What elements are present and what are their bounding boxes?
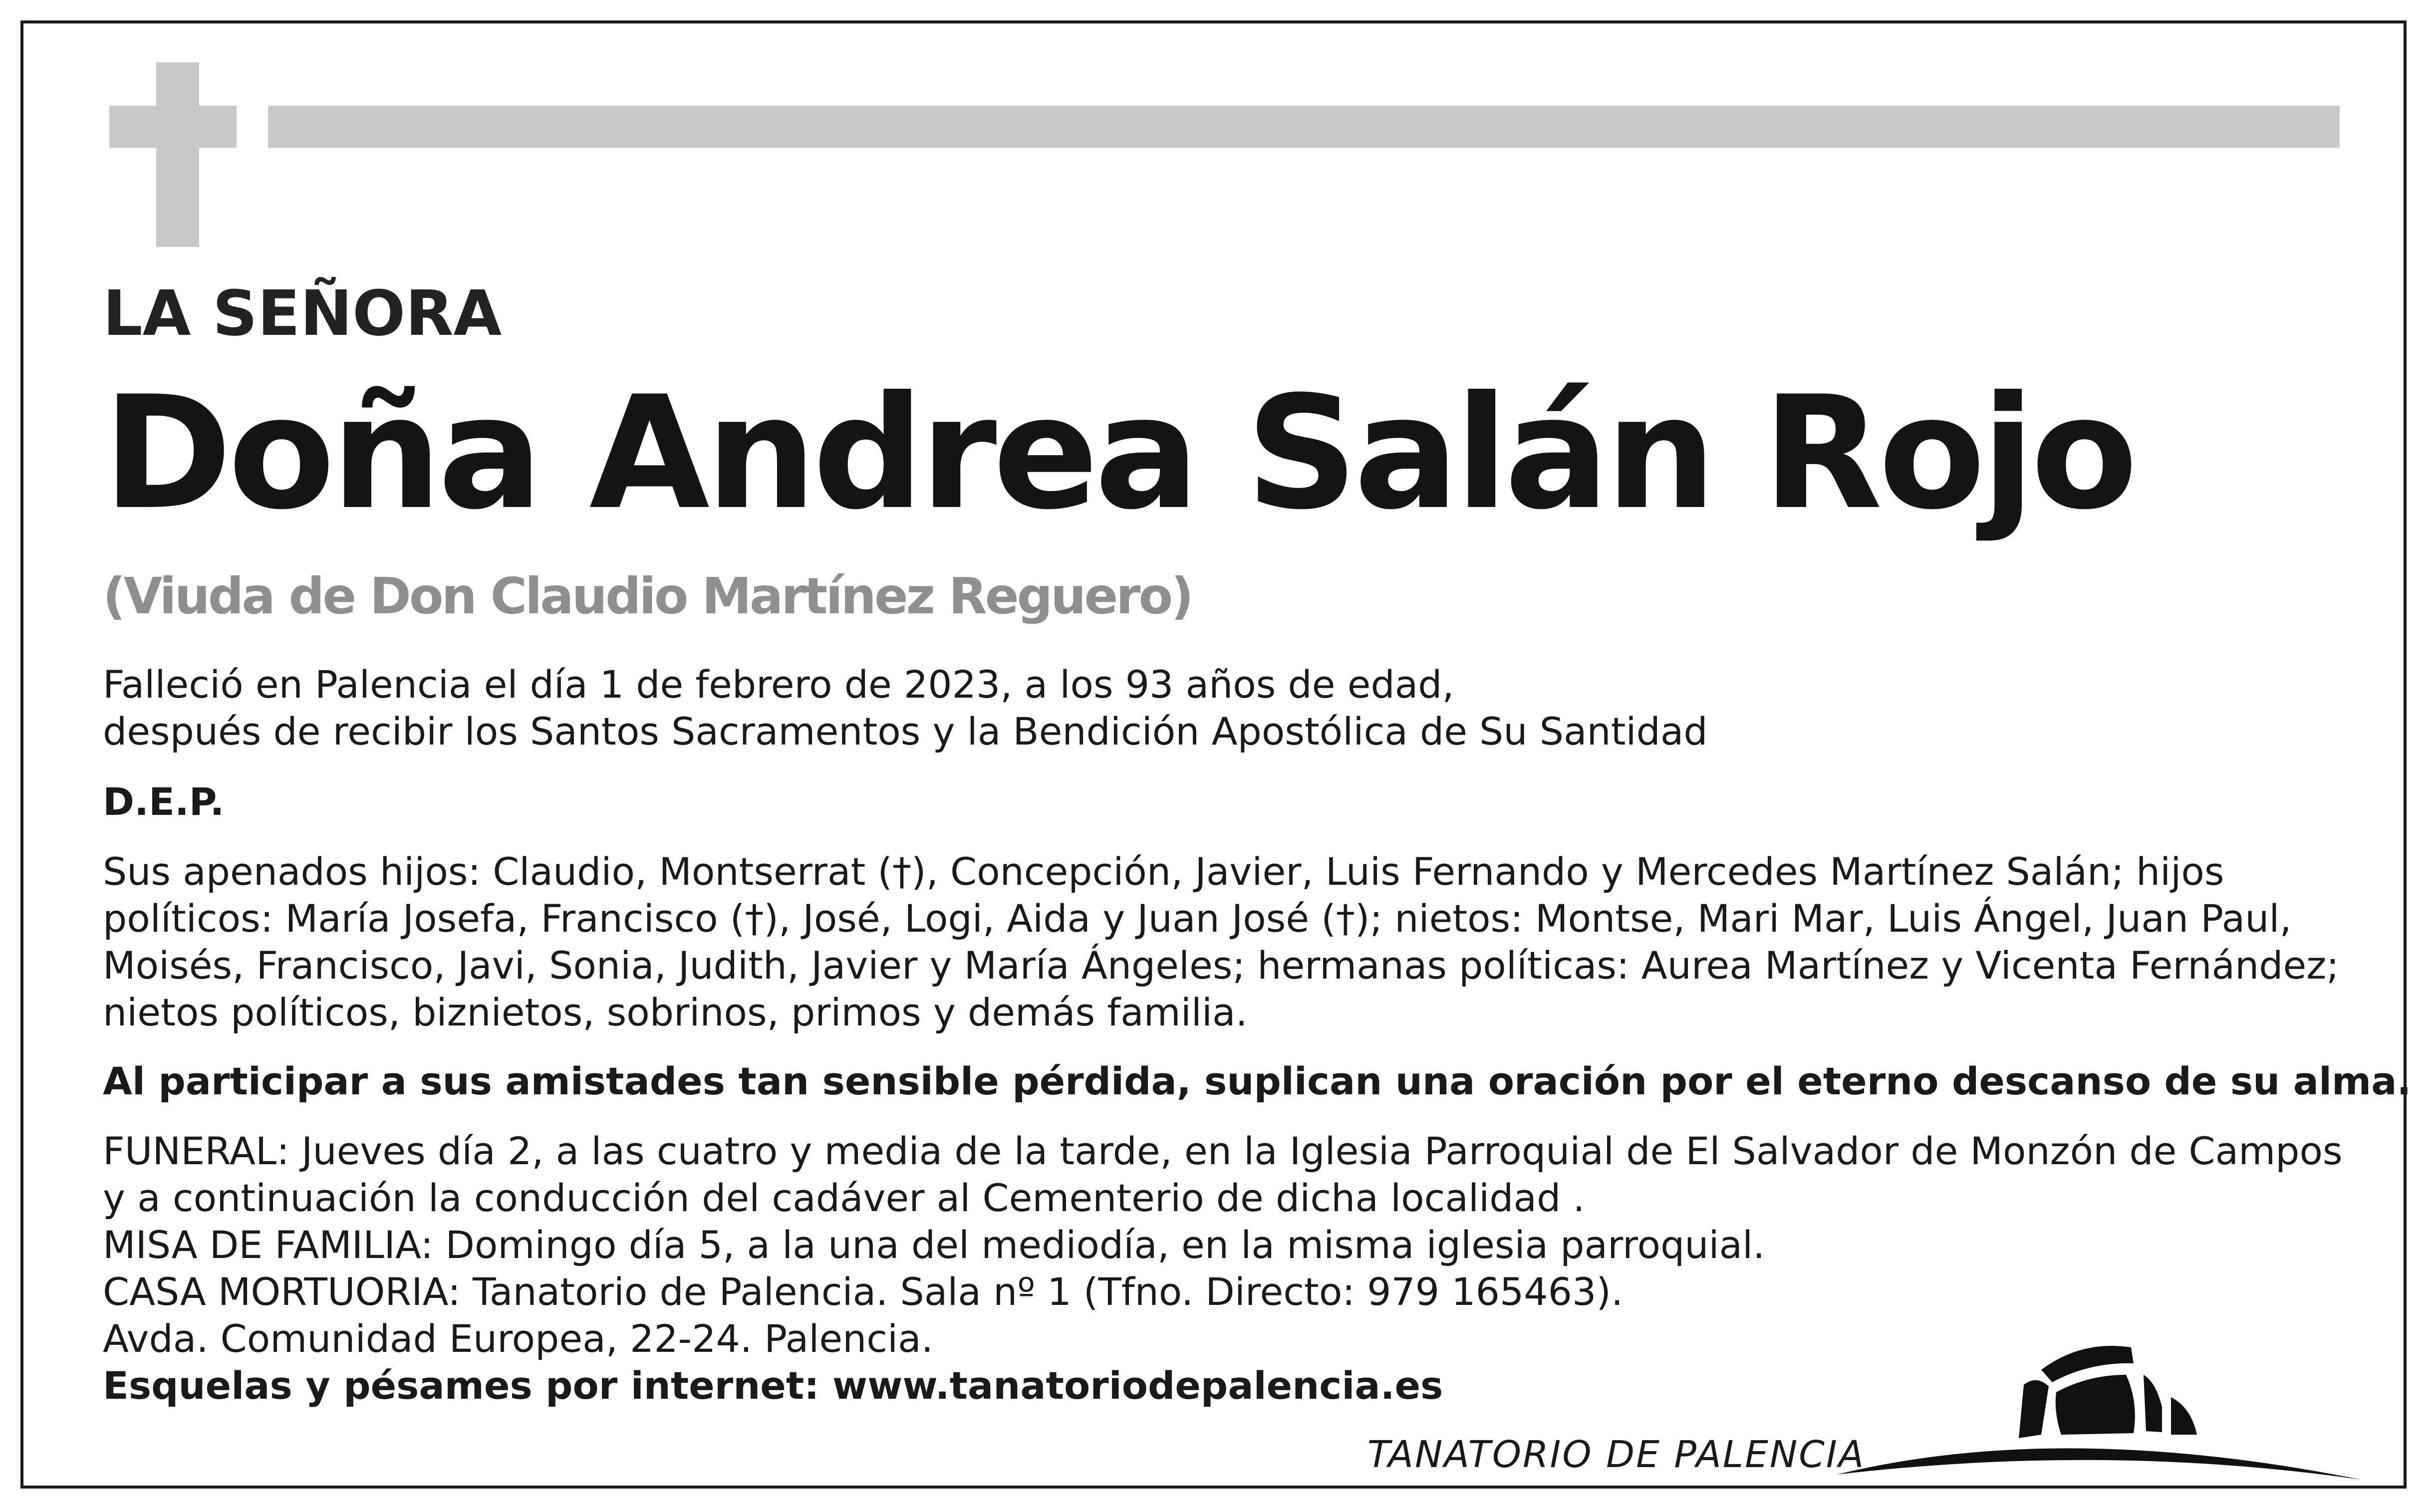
- family-line: Sus apenados hijos: Claudio, Montserrat (†), Concepción, Javier, Luis Fernando y Mercedes Martínez Salán; hijos: [103, 849, 2224, 894]
- honorific-title: LA SEÑORA: [103, 277, 502, 350]
- tanatorio-logo-text: TANATORIO DE PALENCIA: [1367, 1433, 1866, 1476]
- tanatorio-logo-icon: [1827, 1327, 2363, 1487]
- header-rule: [268, 106, 2340, 148]
- funeral-line: y a continuación la conducción del cadáver al Cementerio de dicha localidad .: [103, 1176, 1585, 1220]
- mass-line: MISA DE FAMILIA: Domingo día 5, a la una del mediodía, en la misma iglesia parroquial.: [103, 1223, 1765, 1267]
- cross-icon-arm: [109, 106, 237, 148]
- deceased-name: Doña Andrea Salán Rojo: [103, 362, 2134, 544]
- family-line: nietos políticos, biznietos, sobrinos, primos y demás familia.: [103, 990, 1248, 1034]
- death-line: Falleció en Palencia el día 1 de febrero de 2023, a los 93 años de edad,: [103, 662, 1454, 707]
- widow-subtitle: (Viuda de Don Claudio Martínez Reguero): [103, 567, 1192, 625]
- cross-icon: [156, 62, 199, 247]
- family-line: políticos: María Josefa, Francisco (†), José, Logi, Aida y Juan José (†); nietos: Montse, Mari Mar, Luis Ángel, Juan Paul,: [103, 896, 2292, 941]
- prayer-paragraph: Al participar a sus amistades tan sensible pérdida, suplican una oración por el eterno descanso de su alma.: [103, 1059, 2412, 1103]
- website-line: Esquelas y pésames por internet: www.tanatoriodepalencia.es: [103, 1363, 1443, 1408]
- family-line: Moisés, Francisco, Javi, Sonia, Judith, Javier y María Ángeles; hermanas políticas: Aurea Martínez y Vicenta Fernández;: [103, 943, 2339, 988]
- address-line: Avda. Comunidad Europea, 22-24. Palencia.: [103, 1316, 933, 1361]
- family-paragraph: [103, 848, 2339, 1036]
- dep-label: D.E.P.: [103, 779, 225, 824]
- death-paragraph: [103, 661, 1708, 755]
- death-line: después de recibir los Santos Sacramentos y la Bendición Apostólica de Su Santidad: [103, 709, 1708, 754]
- funeral-line: FUNERAL: Jueves día 2, a las cuatro y media de la tarde, en la Iglesia Parroquial de El Salvador de Monzón de Campos: [103, 1129, 2343, 1173]
- mortuary-line: CASA MORTUORIA: Tanatorio de Palencia. Sala nº 1 (Tfno. Directo: 979 165463).: [103, 1269, 1623, 1314]
